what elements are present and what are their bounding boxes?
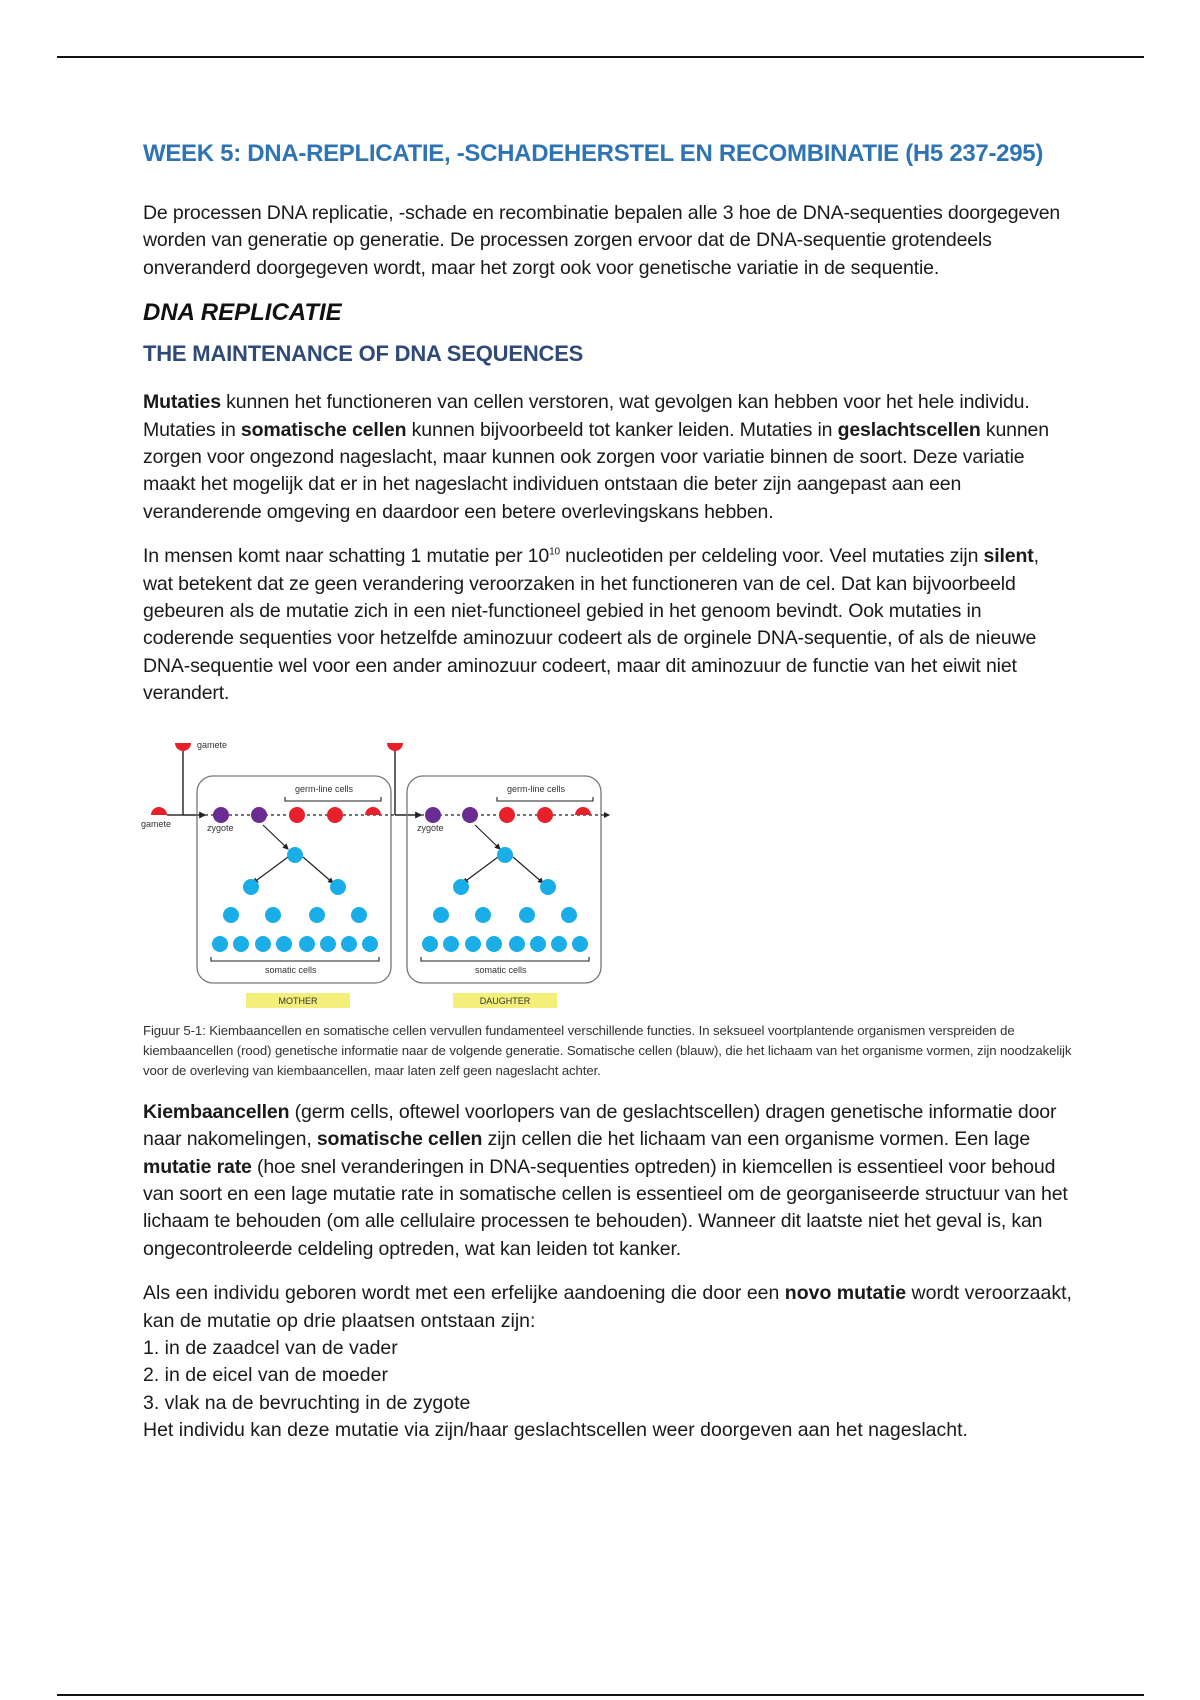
daughter-somatic-bracket [421, 957, 589, 961]
daughter-zygote-label: zygote [417, 822, 444, 833]
text-run: kunnen bijvoorbeeld tot kanker leiden. Mutaties in [406, 418, 838, 441]
daughter-somatic-cell [519, 907, 535, 923]
section-heading: DNA REPLICATIE [143, 299, 342, 327]
bold-term: somatische cellen [240, 418, 407, 441]
mother-somatic-cell [351, 907, 367, 923]
daughter-zygote-cell [462, 807, 478, 823]
daughter-somatic-cell [422, 936, 438, 952]
mother-zygote-label: zygote [207, 822, 234, 833]
mother-zygote-cell [251, 807, 267, 823]
mother-label: MOTHER [278, 995, 318, 1006]
daughter-label: DAUGHTER [479, 995, 531, 1006]
list-item: 2. in de eicel van de moeder [143, 1364, 388, 1387]
text-run: wordt veroorzaakt, kan de mutatie op drie plaatsen ontstaan zijn: [143, 1282, 1072, 1332]
germline-somatic-figure [135, 731, 645, 1016]
daughter-germline-label: germ-line cells [507, 783, 566, 794]
daughter-somatic-cell [540, 879, 556, 895]
daughter-zygote-cell [425, 807, 441, 823]
daughter-somatic-cell [465, 936, 481, 952]
text-run: In mensen komt naar schatting 1 mutatie per 10 [143, 545, 550, 568]
text-run: (hoe snel veranderingen in DNA-sequenties optreden) in kiemcellen is essentieel voor behoud van soort en een lage mutatie rate in somatische cellen is essentieel om de georganiseerde structuur van het lichaam te behouden (om alle cellulaire processen te behouden). Wanneer dit laatste niet het geval is, kan ongecontroleerde celdeling optreden, wat kan leiden tot kanker. [143, 1155, 1068, 1260]
mother-somatic-cell [299, 936, 315, 952]
daughter-somatic-cell [561, 907, 577, 923]
mother-panel [197, 776, 391, 983]
daughter-somatic-cell [509, 936, 525, 952]
daughter-somatic-cell [572, 936, 588, 952]
germ-cells-paragraph [143, 1099, 1073, 1263]
daughter-gamete-top-shape [387, 743, 403, 751]
bold-term: somatische cellen [316, 1128, 483, 1151]
mother-somatic-cell [341, 936, 357, 952]
mother-germline-label: germ-line cells [295, 783, 354, 794]
daughter-somatic-cell [486, 936, 502, 952]
closing-line: Het individu kan deze mutatie via zijn/haar geslachtscellen weer doorgeven aan het nageslacht. [143, 1419, 968, 1442]
bold-term: novo mutatie [784, 1282, 907, 1305]
mother-somatic-cell [362, 936, 378, 952]
mother-somatic-cell [320, 936, 336, 952]
gamete-left-shape [151, 807, 167, 815]
daughter-somatic-label: somatic cells [475, 964, 527, 975]
daughter-panel [407, 776, 601, 983]
mother-somatic-cell [287, 847, 303, 863]
mother-somatic-label: somatic cells [265, 964, 317, 975]
gamete-left-label: gamete [141, 818, 172, 829]
text-run: , wat betekent dat ze geen verandering veroorzaken in het functioneren van de cel. Dat kan bijvoorbeeld gebeuren als de mutatie zich in een niet-functioneel gebied in het genoom bevindt. Ook mutaties in coderende sequenties voor hetzelfde aminozuur codeert als de orginele DNA-sequentie, of als de nieuwe DNA-sequentie wel voor een ander aminozuur codeert, maar dit aminozuur de functie van het eiwit niet verandert. [143, 545, 1039, 705]
text-run: nucleotiden per celdeling voor. Veel mutaties zijn [559, 545, 984, 568]
bold-term: silent [983, 545, 1034, 568]
daughter-germ-gamete [575, 807, 591, 815]
text-run: kunnen zorgen voor ongezond nageslacht, maar kunnen ook zorgen voor variatie binnen de soort. Deze variatie maakt het mogelijk dat er in het nageslacht individuen ontstaan die beter zijn aangepast aan een veranderende omgeving en daardoor een betere overlevingskans hebben. [143, 418, 1049, 523]
mother-zygote-cell [213, 807, 229, 823]
mother-germline-bracket [285, 797, 381, 801]
figure-caption: Figuur 5-1: Kiembaancellen en somatische cellen vervullen fundamenteel verschillende functies. In seksueel voortplantende organismen verspreiden de kiembaancellen (rood) genetische informatie naar de volgende generatie. Somatische cellen (blauw), die het lichaam van het organisme vormen, zijn noodzakelijk voor de overleving van kiembaancellen, maar laten zelf geen nageslacht achter. [143, 1022, 1072, 1078]
page-title: WEEK 5: DNA-REPLICATIE, -SCHADEHERSTEL EN RECOMBINATIE (H5 237-295) [143, 140, 1044, 167]
daughter-somatic-cell [530, 936, 546, 952]
mother-germ-cell [327, 807, 343, 823]
novo-intro [143, 1280, 1073, 1335]
daughter-somatic-cell [497, 847, 513, 863]
text-run: (germ cells, oftewel voorlopers van de geslachtscellen) dragen genetische informatie door naar nakomelingen, [143, 1100, 1057, 1151]
text-run: Als een individu geboren wordt met een erfelijke aandoening die door een [143, 1282, 785, 1305]
mother-somatic-cell [255, 936, 271, 952]
gamete-top-label: gamete [197, 739, 228, 750]
mother-somatic-cell [233, 936, 249, 952]
mutations-paragraph [143, 389, 1073, 526]
daughter-somatic-cell [433, 907, 449, 923]
daughter-germ-cell [499, 807, 515, 823]
gamete-top-shape [175, 743, 191, 751]
mother-somatic-cell [212, 936, 228, 952]
bold-term: mutatie rate [143, 1155, 252, 1178]
bold-term: geslachtscellen [837, 418, 981, 441]
page-content [143, 140, 1073, 1445]
list-item: 1. in de zaadcel van de vader [143, 1336, 398, 1359]
mother-germ-cell [289, 807, 305, 823]
intro-paragraph: De processen DNA replicatie, -schade en recombinatie bepalen alle 3 hoe de DNA-sequenties doorgegeven worden van generatie op generatie. De processen zorgen ervoor dat de DNA-sequentie grotendeels onveranderd doorgegeven wordt, maar het zorgt ook voor genetische variatie in de sequentie. [143, 202, 1061, 279]
mutation-rate-paragraph [143, 543, 1073, 707]
mother-somatic-bracket [211, 957, 379, 961]
mother-somatic-cell [309, 907, 325, 923]
text-run: kunnen het functioneren van cellen verstoren, wat gevolgen kan hebben voor het hele individu. Mutaties in [143, 391, 1030, 441]
exponent: 10 [549, 546, 560, 558]
daughter-germline-bracket [497, 797, 593, 801]
bold-term: Mutaties [143, 391, 221, 414]
daughter-somatic-cell [453, 879, 469, 895]
mother-somatic-cell [265, 907, 281, 923]
daughter-somatic-cell [443, 936, 459, 952]
mother-somatic-cell [223, 907, 239, 923]
header-rule [57, 56, 1144, 58]
daughter-somatic-cell [551, 936, 567, 952]
list-item: 3. vlak na de bevruchting in de zygote [143, 1391, 471, 1414]
daughter-somatic-cell [475, 907, 491, 923]
mother-somatic-cell [243, 879, 259, 895]
subsection-heading: THE MAINTENANCE OF DNA SEQUENCES [143, 341, 584, 367]
novo-mutation-section [143, 1280, 1073, 1444]
text-run: zijn cellen die het lichaam van een organisme vormen. Een lage [482, 1128, 1031, 1151]
mother-somatic-cell [276, 936, 292, 952]
bold-term: Kiembaancellen [143, 1100, 290, 1123]
mother-germ-gamete [365, 807, 381, 815]
daughter-germ-cell [537, 807, 553, 823]
mother-somatic-cell [330, 879, 346, 895]
footer-rule [57, 1694, 1144, 1696]
